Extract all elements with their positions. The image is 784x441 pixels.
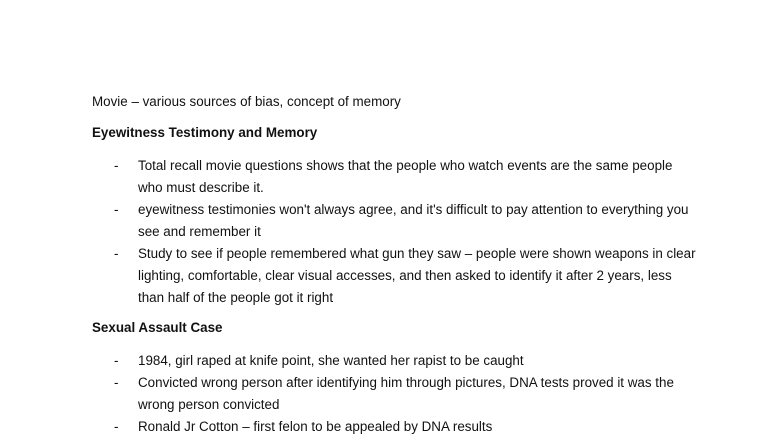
bullet-item: eyewitness testimonies won't always agree, and it's difficult to pay attention to everything you see and remember it: [138, 202, 689, 239]
bullet-dash: -: [114, 158, 119, 173]
bullet-item: Study to see if people remembered what gun they saw – people were shown weapons in clear lighting, comfortable, clear visual accesses, and then asked to identify it after 2 years, less than half of the people got it right: [138, 246, 696, 305]
bullet-dash: -: [114, 375, 119, 390]
bullet-item: Total recall movie questions shows that the people who watch events are the same people who must describe it.: [138, 158, 673, 195]
bullet-item: Convicted wrong person after identifying him through pictures, DNA tests proved it was the wrong person convicted: [138, 375, 674, 412]
bullet-item: 1984, girl raped at knife point, she wanted her rapist to be caught: [138, 353, 524, 368]
bullet-dash: -: [114, 202, 119, 217]
section-heading-eyewitness: Eyewitness Testimony and Memory: [92, 125, 318, 140]
section-heading-sexual-assault: Sexual Assault Case: [92, 320, 223, 335]
intro-line: Movie – various sources of bias, concept of memory: [92, 94, 401, 109]
bullet-item: Ronald Jr Cotton – first felon to be appealed by DNA results: [138, 419, 493, 434]
bullet-dash: -: [114, 353, 119, 368]
bullet-dash: -: [114, 419, 119, 434]
bullet-dash: -: [114, 246, 119, 261]
